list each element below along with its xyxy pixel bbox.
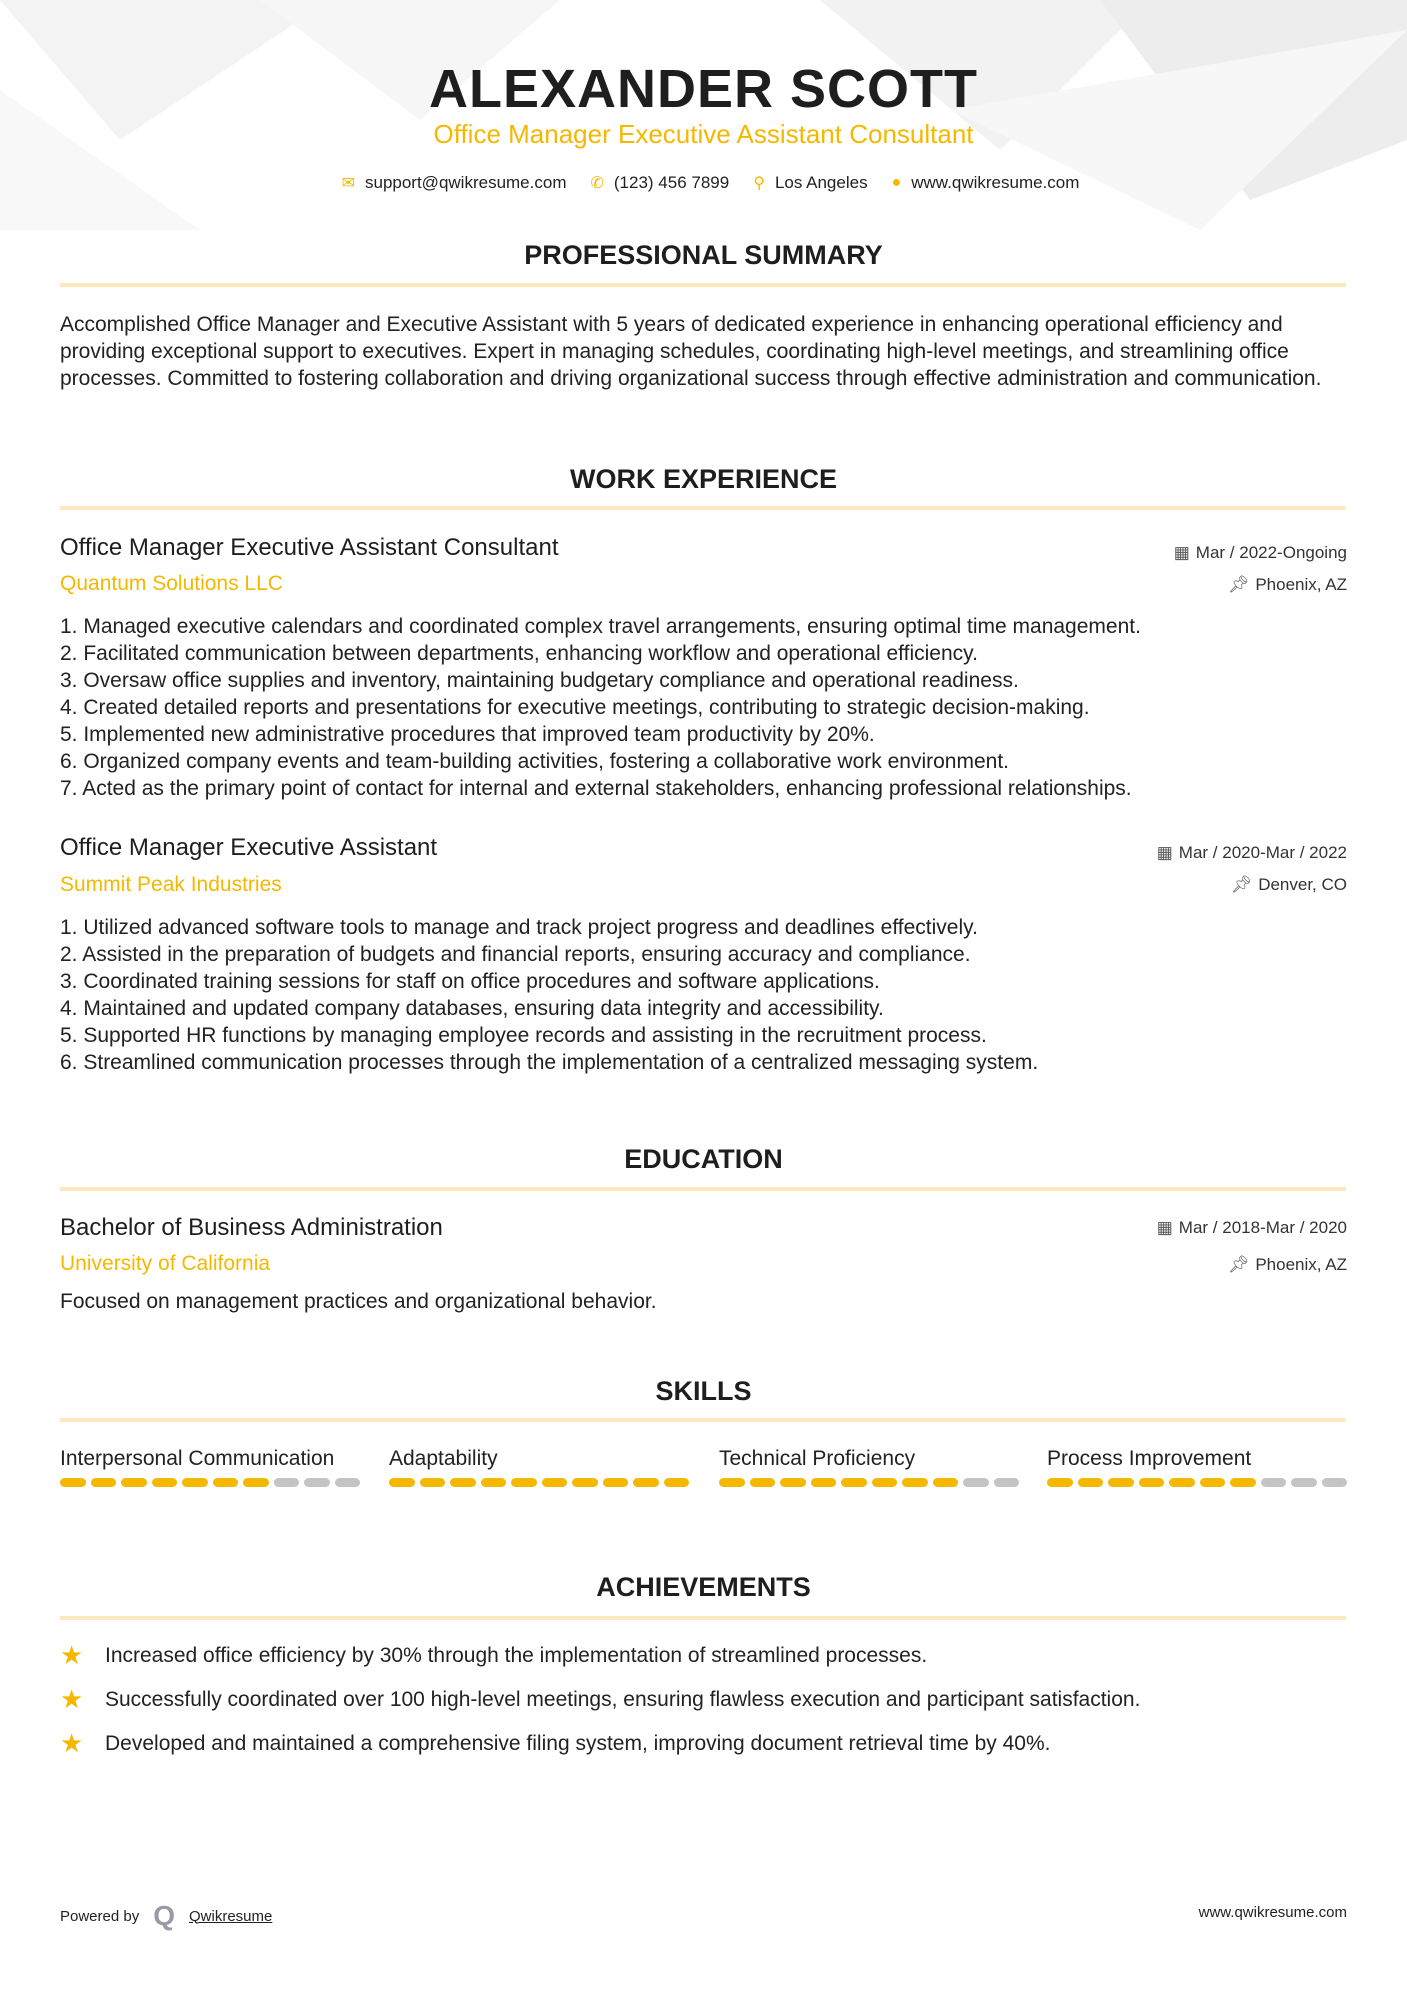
rating-segment-filled — [811, 1478, 837, 1487]
experience-heading: WORK EXPERIENCE — [569, 464, 838, 494]
globe-icon: ● — [891, 174, 902, 191]
rating-segment-filled — [750, 1478, 776, 1487]
list-item: 1. Managed executive calendars and coordinated complex travel arrangements, ensuring optimal time management. — [60, 615, 1141, 638]
pin-icon: 📌︎ — [1227, 1255, 1250, 1274]
pin-icon: 📌︎ — [1227, 575, 1250, 594]
rating-segment-empty — [335, 1478, 361, 1487]
dates-text: Mar / 2022-Ongoing — [1195, 543, 1347, 562]
contact-phone: (123) 456 7899 — [613, 173, 730, 192]
rating-segment-filled — [389, 1478, 415, 1487]
rating-segment-filled — [633, 1478, 659, 1487]
education-description: Focused on management practices and organizational behavior. — [60, 1290, 657, 1313]
contact-location: Los Angeles — [774, 173, 868, 192]
rating-segment-filled — [1047, 1478, 1073, 1487]
summary-heading: PROFESSIONAL SUMMARY — [524, 240, 883, 270]
dates-text: Mar / 2020-Mar / 2022 — [1178, 843, 1347, 862]
list-item: 4. Maintained and updated company databases, ensuring data integrity and accessibility. — [60, 997, 884, 1020]
job-title: Office Manager Executive Assistant Consultant — [60, 534, 559, 561]
dates-text: Mar / 2018-Mar / 2020 — [1178, 1218, 1347, 1237]
skills-heading: SKILLS — [655, 1376, 752, 1406]
envelope-icon: ✉ — [341, 175, 355, 192]
list-item: 3. Coordinated training sessions for staff on office procedures and software applications. — [60, 970, 880, 993]
footer-powered — [60, 1900, 272, 1932]
rating-segment-filled — [1078, 1478, 1104, 1487]
list-item: 5. Supported HR functions by managing employee records and assisting in the recruitment process. — [60, 1024, 987, 1047]
phone-icon: ✆ — [590, 175, 604, 192]
school: University of California — [60, 1252, 271, 1275]
rating-segment-filled — [603, 1478, 629, 1487]
rating-segment-empty — [1322, 1478, 1348, 1487]
rating-segment-filled — [152, 1478, 178, 1487]
brand-link[interactable]: Qwikresume — [189, 1907, 273, 1925]
powered-by-label: Powered by — [60, 1907, 140, 1925]
candidate-title: Office Manager Executive Assistant Consultant — [433, 119, 974, 149]
rating-segment-empty — [963, 1478, 989, 1487]
rating-segment-filled — [872, 1478, 898, 1487]
rating-segment-filled — [902, 1478, 928, 1487]
job-dates — [1174, 543, 1347, 563]
achievement-text: Developed and maintained a comprehensive filing system, improving document retrieval time by 40%. — [105, 1731, 1051, 1755]
skill-name: Process Improvement — [1047, 1447, 1252, 1470]
skill-rating — [1047, 1478, 1347, 1487]
star-icon: ★ — [60, 1684, 84, 1714]
skill-rating — [60, 1478, 360, 1487]
rating-segment-filled — [213, 1478, 239, 1487]
list-item: 5. Implemented new administrative procedures that improved team productivity by 20%. — [60, 723, 875, 746]
calendar-icon: ▦ — [1156, 843, 1173, 862]
contact-email[interactable]: support@qwikresume.com — [364, 173, 567, 192]
divider — [60, 1187, 1346, 1191]
degree: Bachelor of Business Administration — [60, 1214, 443, 1241]
rating-segment-filled — [1108, 1478, 1134, 1487]
achievement-text: Increased office efficiency by 30% through the implementation of streamlined processes. — [105, 1643, 928, 1667]
footer-website[interactable]: www.qwikresume.com — [1198, 1904, 1347, 1921]
divider — [60, 506, 1346, 510]
rating-segment-filled — [420, 1478, 446, 1487]
skill-rating — [389, 1478, 689, 1487]
divider — [60, 283, 1346, 287]
job-title: Office Manager Executive Assistant — [60, 834, 438, 861]
rating-segment-filled — [1139, 1478, 1165, 1487]
job-company: Summit Peak Industries — [60, 873, 282, 896]
list-item: 2. Assisted in the preparation of budgets and financial reports, ensuring accuracy and compliance. — [60, 943, 971, 966]
rating-segment-filled — [572, 1478, 598, 1487]
education-dates — [1157, 1218, 1347, 1238]
education-heading: EDUCATION — [624, 1144, 783, 1174]
map-pin-icon: ⚲ — [753, 175, 765, 192]
skill-name: Interpersonal Communication — [60, 1447, 335, 1470]
skill-item — [60, 1445, 360, 1487]
star-icon: ★ — [60, 1728, 84, 1758]
location-text: Phoenix, AZ — [1255, 575, 1347, 594]
pin-icon: 📌︎ — [1230, 875, 1253, 894]
list-item: 3. Oversaw office supplies and inventory, maintaining budgetary compliance and operational readiness. — [60, 669, 1019, 692]
job-bullets — [60, 914, 1350, 1076]
rating-segment-filled — [542, 1478, 568, 1487]
rating-segment-filled — [664, 1478, 690, 1487]
rating-segment-filled — [1230, 1478, 1256, 1487]
list-item: 6. Organized company events and team-building activities, fostering a collaborative work environment. — [60, 750, 1009, 773]
achievement-item — [60, 1728, 1050, 1759]
rating-segment-filled — [1169, 1478, 1195, 1487]
education-location — [1228, 1255, 1347, 1275]
calendar-icon: ▦ — [1156, 1218, 1173, 1237]
divider — [60, 1418, 1346, 1422]
achievement-item — [60, 1640, 927, 1671]
rating-segment-filled — [243, 1478, 269, 1487]
qwikresume-logo-icon: Q — [153, 1900, 175, 1931]
rating-segment-filled — [719, 1478, 745, 1487]
rating-segment-empty — [304, 1478, 330, 1487]
rating-segment-filled — [1200, 1478, 1226, 1487]
list-item: 2. Facilitated communication between departments, enhancing workflow and operational efficiency. — [60, 642, 978, 665]
list-item: 4. Created detailed reports and presentations for executive meetings, contributing to strategic decision-making. — [60, 696, 1090, 719]
skill-item — [719, 1445, 1019, 1487]
location-text: Phoenix, AZ — [1255, 1255, 1347, 1274]
rating-segment-filled — [511, 1478, 537, 1487]
achievement-text: Successfully coordinated over 100 high-level meetings, ensuring flawless execution and participant satisfaction. — [105, 1687, 1141, 1711]
rating-segment-filled — [933, 1478, 959, 1487]
contact-row — [0, 173, 1407, 193]
rating-segment-filled — [450, 1478, 476, 1487]
rating-segment-filled — [780, 1478, 806, 1487]
list-item: 6. Streamlined communication processes through the implementation of a centralized messaging system. — [60, 1051, 1039, 1074]
job-location — [1231, 875, 1347, 895]
job-location — [1228, 575, 1347, 595]
rating-segment-filled — [91, 1478, 117, 1487]
rating-segment-filled — [481, 1478, 507, 1487]
skill-rating — [719, 1478, 1019, 1487]
skill-name: Technical Proficiency — [719, 1447, 916, 1470]
rating-segment-empty — [1291, 1478, 1317, 1487]
skill-item — [1047, 1445, 1347, 1487]
candidate-name: ALEXANDER SCOTT — [428, 59, 978, 119]
job-company: Quantum Solutions LLC — [60, 572, 283, 595]
location-text: Denver, CO — [1258, 875, 1347, 894]
achievement-item — [60, 1684, 1140, 1715]
rating-segment-filled — [121, 1478, 147, 1487]
rating-segment-filled — [182, 1478, 208, 1487]
rating-segment-filled — [60, 1478, 86, 1487]
star-icon: ★ — [60, 1640, 84, 1670]
contact-website[interactable]: www.qwikresume.com — [911, 173, 1080, 192]
rating-segment-empty — [1261, 1478, 1287, 1487]
list-item: 7. Acted as the primary point of contact for internal and external stakeholders, enhancing professional relationships. — [60, 777, 1132, 800]
skill-item — [389, 1445, 689, 1487]
skill-name: Adaptability — [389, 1447, 498, 1470]
rating-segment-filled — [841, 1478, 867, 1487]
calendar-icon: ▦ — [1173, 543, 1190, 562]
summary-text: Accomplished Office Manager and Executive Assistant with 5 years of dedicated experience in enhancing operational efficiency and providing exceptional support to executives. Expert in managing schedules, coordinating high-level meetings, and streamlining office processes. Committed to fostering collaboration and driving organizational success through effective administration and communication. — [60, 313, 1322, 390]
rating-segment-empty — [994, 1478, 1020, 1487]
job-dates — [1157, 843, 1347, 863]
job-bullets — [60, 613, 1350, 802]
divider — [60, 1616, 1346, 1620]
achievements-heading: ACHIEVEMENTS — [596, 1572, 811, 1602]
rating-segment-empty — [274, 1478, 300, 1487]
list-item: 1. Utilized advanced software tools to manage and track project progress and deadlines effectively. — [60, 916, 978, 939]
